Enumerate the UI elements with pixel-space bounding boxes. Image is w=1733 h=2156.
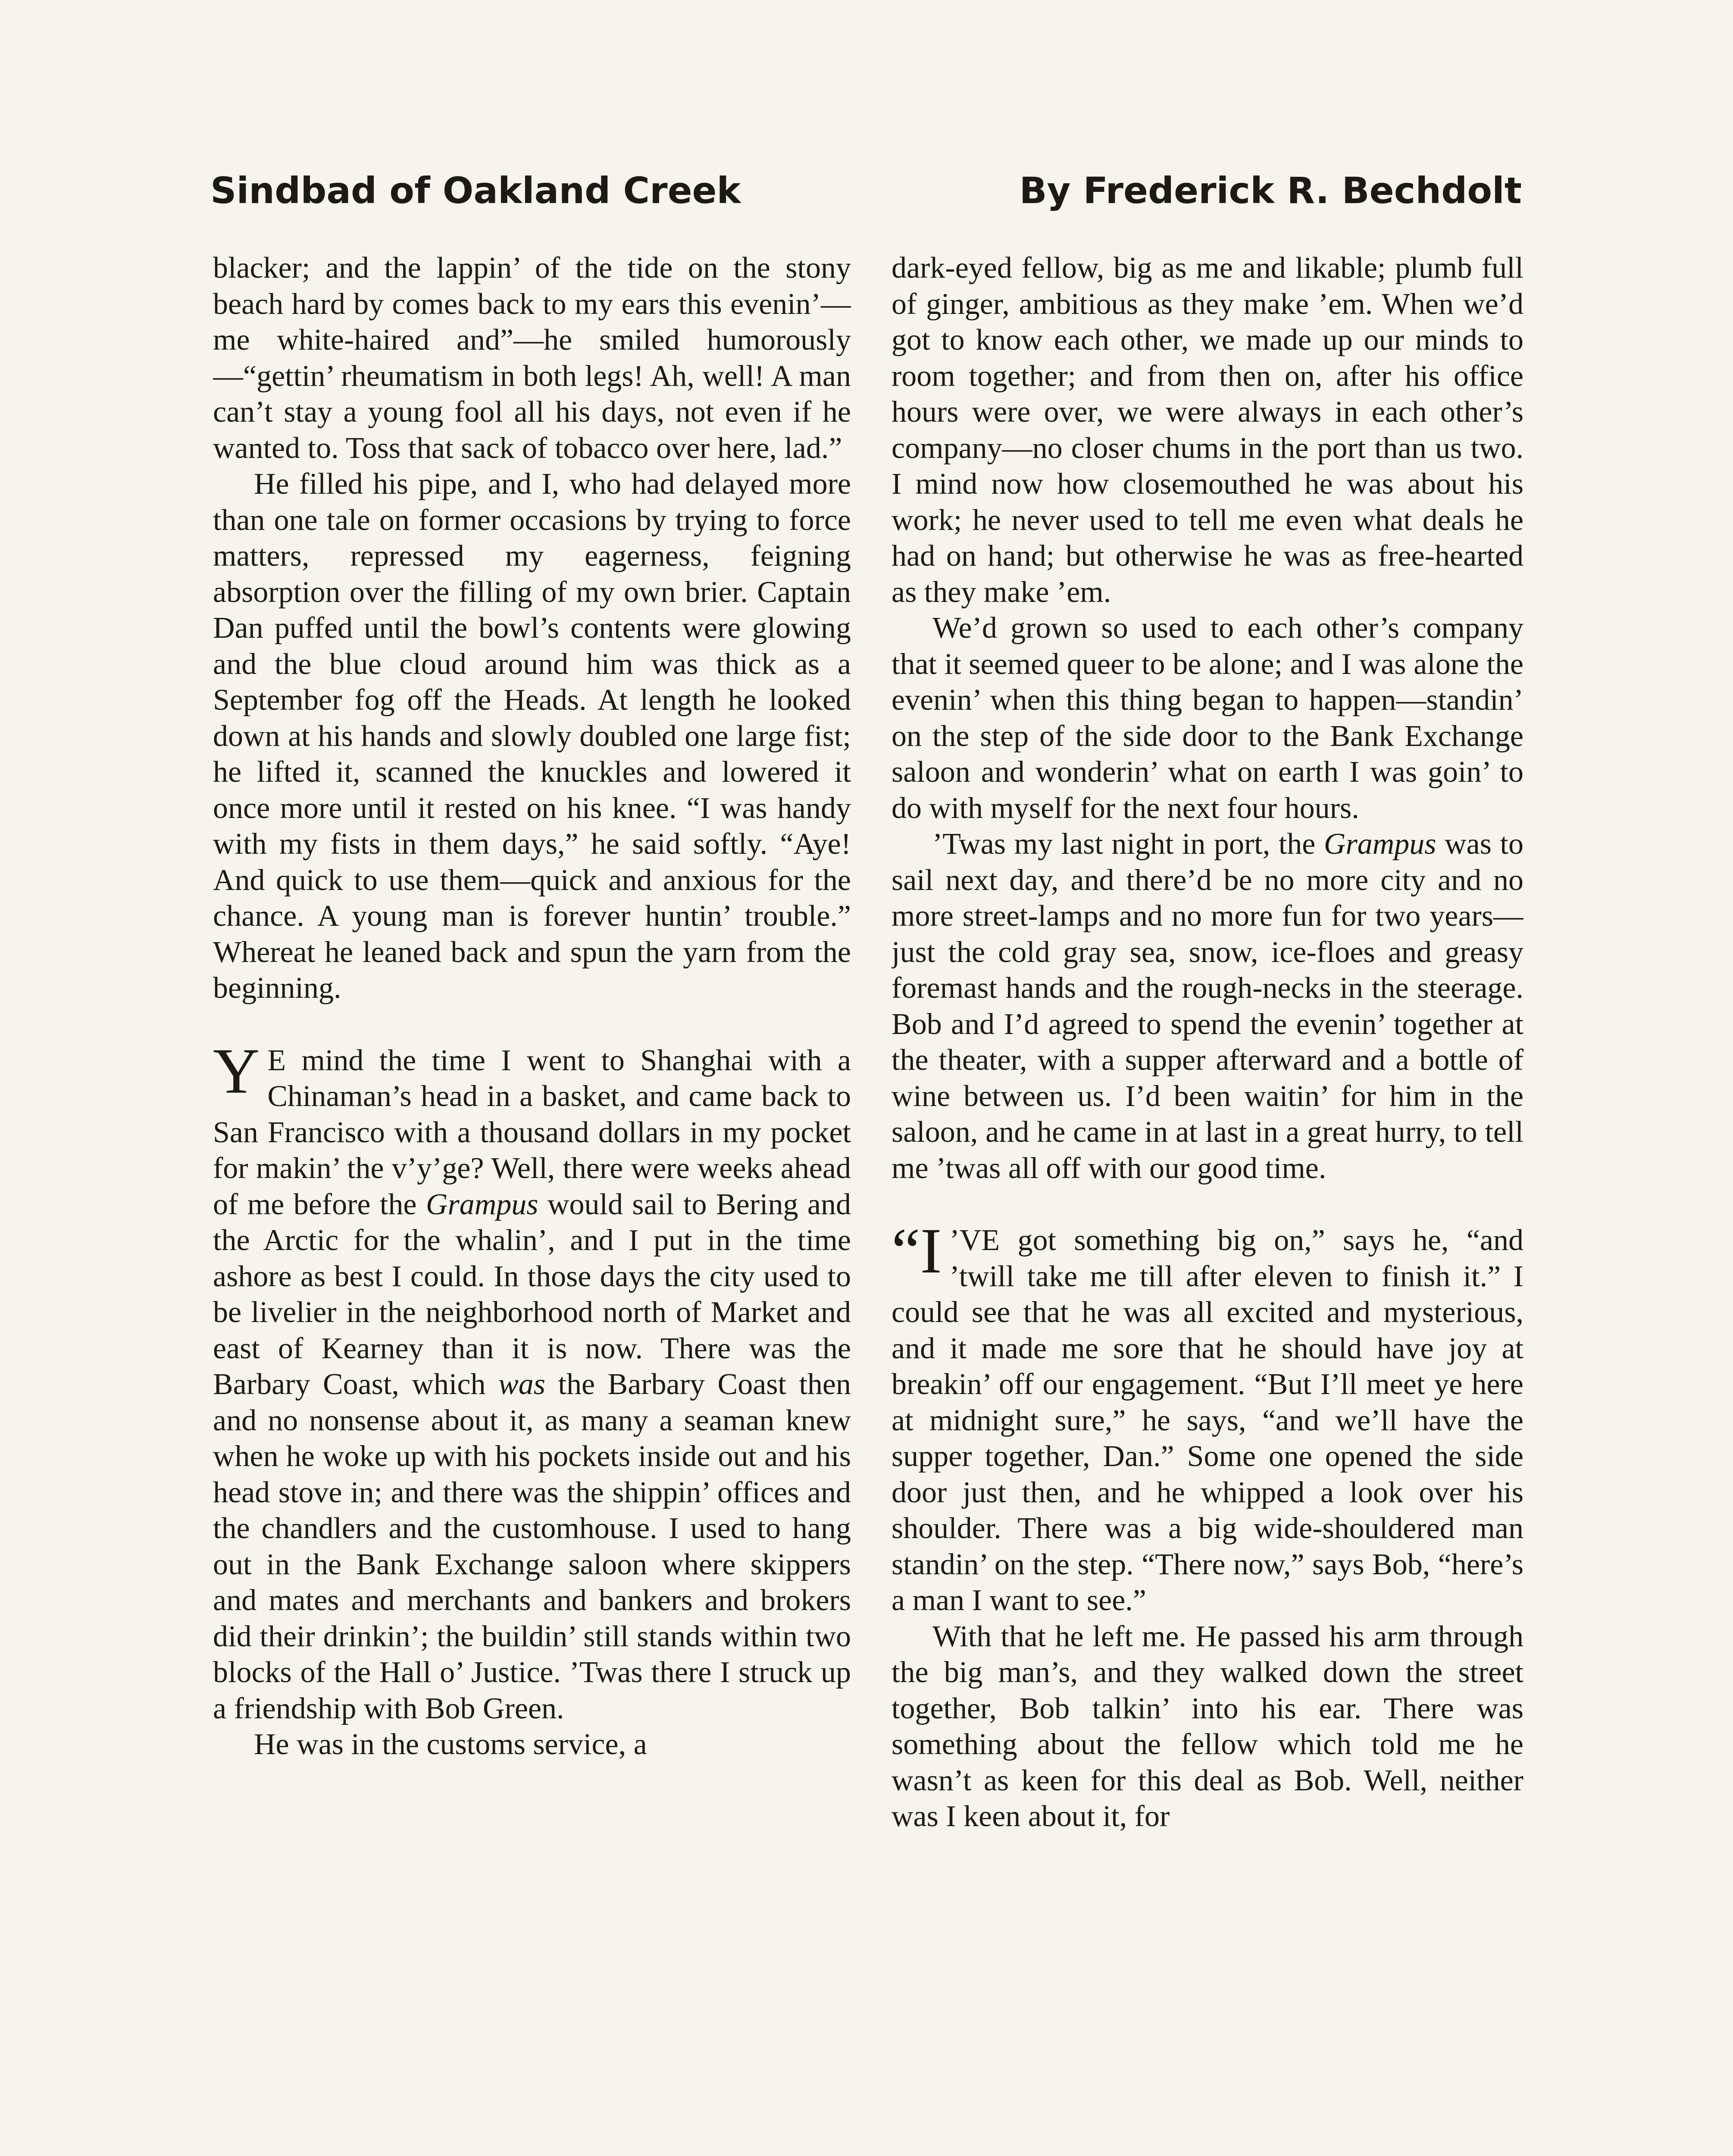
drop-cap: Y: [213, 1035, 260, 1107]
right-column: [892, 250, 1523, 2156]
drop-cap: “I: [892, 1215, 942, 1287]
paragraph: He filled his pipe, and I, who had delayed more than one tale on former occasions by trying to force matters, repressed my eagerness, feigning absorption over the filling of my own brier. Captain Dan puffed until the bowl’s contents were glowing and the blue cloud around him was thick as a September fog off the Heads. At length he looked down at his hands and slowly doubled one large fist; he lifted it, scanned the knuckles and lowered it once more until it rested on his knee. “I was handy with my fists in them days,” he said softly. “Aye! And quick to use them—quick and anxious for the chance. A young man is forever huntin’ trouble.” Whereat he leaned back and spun the yarn from the beginning.: [213, 467, 851, 1005]
paragraph-dropcap: “I ’VE got something big on,” says he, “and ’twill take me till after eleven to finish it.” I could see that he was all excited and mysterious, and it made me sore that he should have joy at breakin’ off our engagement. “But I’ll meet ye here at midnight sure,” he says, “and we’ll have the supper together, Dan.” Some one opened the side door just then, and he whipped a look over his shoulder. There was a big wide-shouldered man standin’ on the step. “There now,” says Bob, “here’s a man I want to see.”: [892, 1215, 1523, 1617]
paragraph: We’d grown so used to each other’s company that it seemed queer to be alone; and I was alone the evenin’ when this thing began to happen—standin’ on the step of the side door to the Bank Exchange saloon and wonderin’ what on earth I was goin’ to do with myself for the next four hours.: [892, 611, 1523, 825]
section-break: [213, 1006, 851, 1043]
paragraph: With that he left me. He passed his arm through the big man’s, and they walked down the street together, Bob talkin’ into his ear. There was something about the fellow which told me he wasn’t as keen for this deal as Bob. Well, neither was I keen about it, for: [892, 1620, 1523, 1833]
story-title: Sindbad of Oakland Creek: [210, 169, 741, 212]
section-break: [892, 1186, 1523, 1222]
paragraph: He was in the customs service, a: [254, 1728, 647, 1761]
author-byline: By Frederick R. Bechdolt: [1019, 169, 1522, 212]
paragraph: dark-eyed fellow, big as me and likable; plumb full of ginger, ambitious as they make ’em. When we’d got to know each other, we made up our minds to room together; and from then on, after his office hours were over, we were always in each other’s company—no closer chums in the port than us two. I mind now how closemouthed he was about his work; he never used to tell me even what deals he had on hand; but otherwise he was as free-hearted as they make ’em.: [892, 251, 1523, 609]
paragraph: blacker; and the lappin’ of the tide on the stony beach hard by comes back to my ears this evenin’—me white-haired and”—he smiled humorously—“gettin’ rheumatism in both legs! Ah, well! A man can’t stay a young fool all his days, not even if he wanted to. Toss that sack of tobacco over here, lad.”: [213, 251, 851, 465]
running-header: [210, 160, 1522, 221]
paragraph: ’Twas my last night in port, the Grampus was to sail next day, and there’d be no more city and no more street-lamps and no more fun for two years—just the cold gray sea, snow, ice-floes and greasy foremast hands and the rough-necks in the steerage. Bob and I’d agreed to spend the evenin’ together at the theater, with a supper afterward and a bottle of wine between us. I’d been waitin’ for him in the saloon, and he came in at last in a great hurry, to tell me ’twas all off with our good time.: [892, 827, 1523, 1185]
left-column: [213, 250, 851, 2156]
paragraph-dropcap: Y E mind the time I went to Shanghai with a Chinaman’s head in a basket, and came back to San Francisco with a thousand dollars in my pocket for makin’ the v’y’ge? Well, there were weeks ahead of me before the Grampus would sail to Bering and the Arctic for the whalin’, and I put in the time ashore as best I could. In those days the city used to be livelier in the neighborhood north of Market and east of Kearney than it is now. There was the Barbary Coast, which was the Barbary Coast then and no nonsense about it, as many a seaman knew when he woke up with his pockets inside out and his head stove in; and there was the shippin’ offices and the chandlers and the customhouse. I used to hang out in the Bank Exchange saloon where skippers and mates and merchants and bankers and brokers did their drinkin’; the buildin’ still stands within two blocks of the Hall o’ Justice. ’Twas there I struck up a friendship with Bob Green.: [213, 1035, 851, 1725]
